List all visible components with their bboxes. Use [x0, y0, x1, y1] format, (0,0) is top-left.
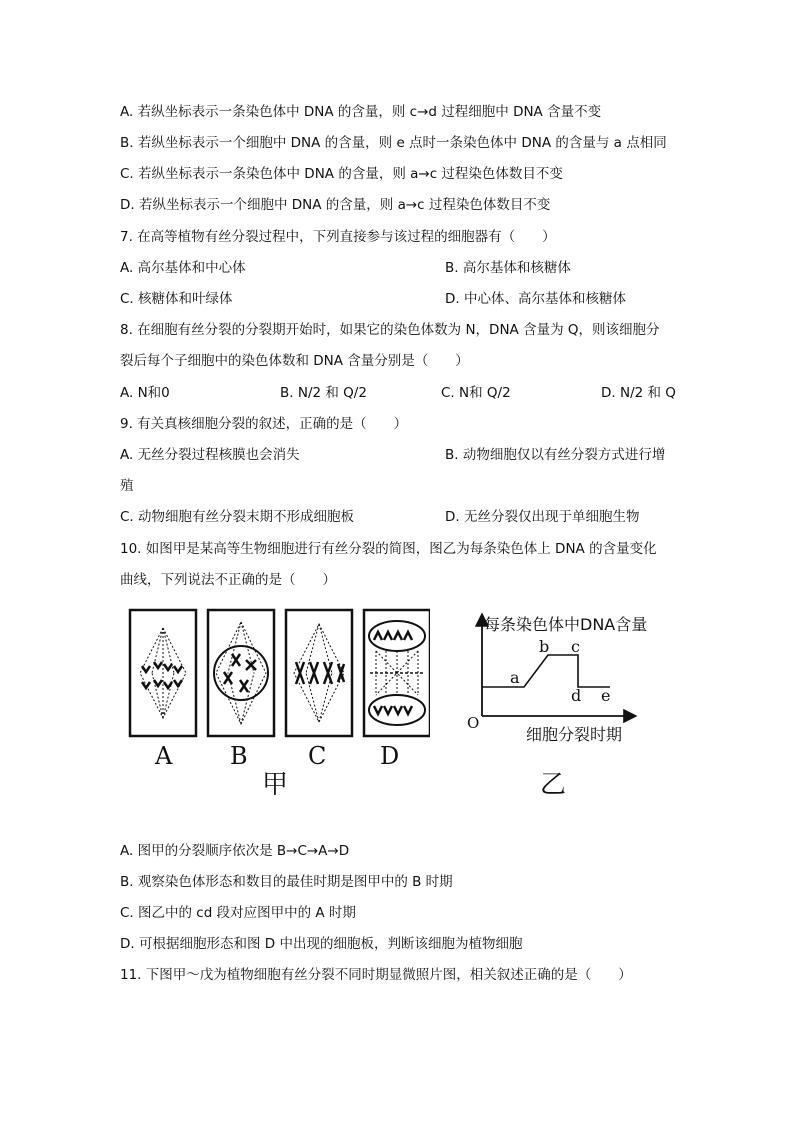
- q8-option-a: A. N和0: [120, 385, 170, 401]
- q10-stem-line2: 曲线，下列说法不正确的是（ ）: [120, 572, 336, 588]
- q7-option-a: A. 高尔基体和中心体: [120, 260, 246, 276]
- cell-c-diagram: [286, 610, 352, 736]
- origin-label: O: [467, 714, 480, 732]
- q9-option-b-wrap: 殖: [120, 478, 134, 494]
- q6-option-c: C. 若纵坐标表示一条染色体中 DNA 的含量，则 a→c 过程染色体数目不变: [120, 166, 563, 182]
- x-axis-title: 细胞分裂时期: [526, 725, 623, 744]
- q6-option-d: D. 若纵坐标表示一个细胞中 DNA 的含量，则 a→c 过程染色体数目不变: [120, 197, 551, 213]
- q8-option-c: C. N和 Q/2: [441, 385, 511, 401]
- point-a-label: a: [510, 668, 520, 687]
- q10-option-b: B. 观察染色体形态和数目的最佳时期是图甲中的 B 时期: [120, 874, 453, 890]
- q9-option-d: D. 无丝分裂仅出现于单细胞生物: [445, 509, 640, 525]
- q6-option-b: B. 若纵坐标表示一个细胞中 DNA 的含量，则 e 点时一条染色体中 DNA 的含量与 a 点相同: [120, 135, 667, 151]
- q7-option-b: B. 高尔基体和核糖体: [445, 260, 571, 276]
- cell-a-diagram: [130, 610, 196, 736]
- panel-label-d: D: [380, 742, 400, 770]
- figure-jia-label: 甲: [262, 770, 289, 800]
- q10-stem-line1: 10. 如图甲是某高等生物细胞进行有丝分裂的简图，图乙为每条染色体上 DNA 的含量变化: [120, 541, 657, 557]
- q7-stem: 7. 在高等植物有丝分裂过程中，下列直接参与该过程的细胞器有（ ）: [120, 229, 556, 245]
- q6-option-a: A. 若纵坐标表示一条染色体中 DNA 的含量，则 c→d 过程细胞中 DNA 含量不变: [120, 104, 602, 120]
- panel-label-a: A: [155, 742, 173, 770]
- q9-stem: 9. 有关真核细胞分裂的叙述，正确的是（ ）: [120, 416, 408, 432]
- figure-jia-cells: [128, 608, 430, 740]
- q8-option-b: B. N/2 和 Q/2: [280, 385, 367, 401]
- point-e-label: e: [601, 686, 611, 705]
- q8-stem-line2: 裂后每个子细胞中的染色体数和 DNA 含量分别是（ ）: [120, 353, 469, 369]
- q10-option-d: D. 可根据细胞形态和图 D 中出现的细胞板，判断该细胞为植物细胞: [120, 936, 523, 952]
- q8-option-d: D. N/2 和 Q: [601, 385, 676, 401]
- q10-option-a: A. 图甲的分裂顺序依次是 B→C→A→D: [120, 843, 350, 859]
- cell-b-diagram: [208, 610, 274, 736]
- q7-option-c: C. 核糖体和叶绿体: [120, 291, 233, 307]
- panel-label-c: C: [308, 742, 327, 770]
- point-c-label: c: [571, 637, 580, 656]
- point-b-label: b: [539, 637, 550, 656]
- q8-stem-line1: 8. 在细胞有丝分裂的分裂期开始时，如果它的染色体数为 N，DNA 含量为 Q，则该细胞分: [120, 322, 660, 338]
- q11-stem: 11. 下图甲～戊为植物细胞有丝分裂不同时期显微照片图，相关叙述正确的是（ ）: [120, 967, 632, 983]
- q7-option-d: D. 中心体、高尔基体和核糖体: [445, 291, 626, 307]
- figure-yi-label: 乙: [540, 770, 567, 800]
- cell-d-diagram: [364, 610, 430, 736]
- panel-label-b: B: [230, 742, 248, 770]
- q9-option-b: B. 动物细胞仅以有丝分裂方式进行增: [445, 447, 666, 463]
- y-axis-title: 每条染色体中DNA含量: [484, 615, 648, 634]
- point-d-label: d: [571, 686, 582, 705]
- q10-option-c: C. 图乙中的 cd 段对应图甲中的 A 时期: [120, 905, 356, 921]
- q9-option-c: C. 动物细胞有丝分裂末期不形成细胞板: [120, 509, 355, 525]
- q9-option-a: A. 无丝分裂过程核膜也会消失: [120, 447, 300, 463]
